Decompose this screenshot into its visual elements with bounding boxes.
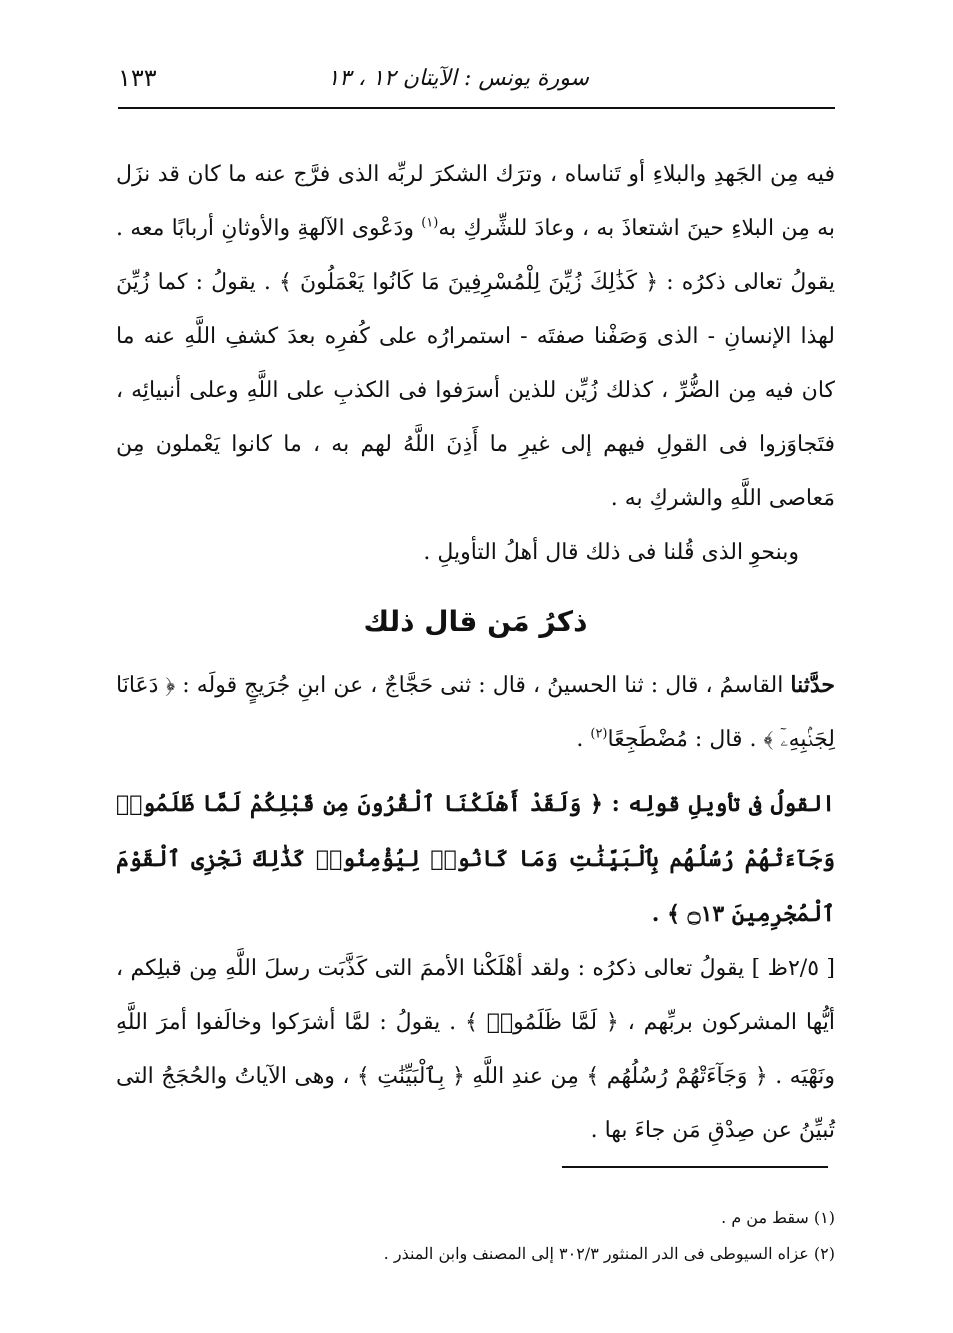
footnote-rule	[562, 1166, 828, 1168]
spacer	[116, 767, 835, 777]
tafsir-heading: القولُ فى تأويلِ قولِه :	[611, 791, 835, 817]
header-rule	[118, 107, 835, 109]
paragraph-2: وبنحوِ الذى قُلنا فى ذلك قال أهلُ التأويلِ .	[423, 540, 799, 565]
running-title: سورة يونس : الآيتان ١٢ ، ١٣	[327, 66, 589, 91]
paragraph-4	[116, 777, 835, 942]
footnote-marker-1: (١)	[421, 215, 439, 231]
footnote-marker-2: (٢)	[590, 726, 608, 742]
paragraph-3-text: القاسمُ ، قال : ثنا الحسينُ ، قال : ثنى حَجَّاجٌ ، عن ابنِ جُرَيجٍ قولَه : ﴿ دَعَانَا لِجَنۢبِهِۦٓ ﴾ . قال : مُضْطَجِعًا	[116, 673, 835, 752]
page-number: ١٣٣	[118, 64, 157, 92]
paragraph-3	[116, 658, 835, 767]
main-text	[116, 148, 835, 1158]
footnote-1: (١) سقط من م .	[721, 1208, 835, 1227]
paragraph-1-text: فيه مِن الجَهدِ والبلاءِ أو تَناساه ، وترَك الشكرَ لربِّه الذى فرَّج عنه ما كان قد نزَل به مِن البلاءِ حينَ اشتعاذَ به ، وعادَ للشِّركِ به	[116, 162, 835, 241]
footnote-2: (٢) عزاه السيوطى فى الدر المنثور ٣٠٢/٣ إلى المصنف وابن المنذر .	[383, 1244, 835, 1263]
page-header	[118, 62, 835, 102]
paragraph-1-continuation: ودَعْوى الآلهةِ والأوثانِ أربابًا معه . يقولُ تعالى ذكرُه : ﴿ كَذَٰلِكَ زُيِّنَ لِلْمُسْرِفِينَ مَا كَانُوا يَعْمَلُونَ ﴾ . يقولُ : كما زُيِّنَ لهذا الإنسانِ - الذى وَصَفْنا صفتَه - استمرارُه على كُفرِه بعدَ كشفِ اللَّهِ عنه ما كان فيه مِن الضُّرِّ ، كذلك زُيِّن للذين أسرَفوا فى الكذبِ على اللَّهِ وعلى أنبيائِه ، فتَجاوَزوا فى القولِ فيهم إلى غيرِ ما أَذِنَ اللَّهُ لهم به ، ما كانوا يَعْملون مِن مَعاصى اللَّهِ والشركِ به .	[116, 216, 836, 511]
paragraph-1	[116, 148, 835, 526]
section-heading: ذكرُ مَن قال ذلك	[363, 605, 588, 638]
paragraph-5: [ ٢/٥ظ ] يقولُ تعالى ذكرُه : ولقد أهْلَكْنا الأممَ التى كَذَّبَت رسلَ اللَّهِ مِن قبلِكم ، أيُّها المشركون بربِّهم ، ﴿ لَمَّا ظَلَمُوا۟ ﴾ . يقولُ : لمَّا أشرَكوا وخالَفوا أمرَ اللَّهِ ونَهْيَه . ﴿ وَجَآءَتْهُمْ رُسُلُهُم ﴾ مِن عندِ اللَّهِ ﴿ بِٱلْبَيِّنَٰتِ ﴾ ، وهى الآياتُ والحُجَجُ التى تُبيِّنُ عن صِدْقِ مَن جاءَ بها .	[116, 956, 835, 1143]
footnotes	[118, 1200, 835, 1272]
quran-verse-13: ﴿ وَلَقَدْ أَهْلَكْنَا ٱلْقُرُونَ مِن قَبْلِكُمْ لَمَّا ظَلَمُوا۟ وَجَآءَتْهُمْ رُسُلُهُم بِٱلْبَيِّنَٰتِ وَمَا كَانُوا۟ لِيُؤْمِنُوا۟ كَذَٰلِكَ نَجْزِى ٱلْقَوْمَ ٱلْمُجْرِمِينَ ۝١٣ ﴾ .	[116, 791, 835, 927]
paragraph-3-end: .	[576, 727, 591, 752]
hadith-lead-word: حدَّثنا	[790, 672, 835, 698]
